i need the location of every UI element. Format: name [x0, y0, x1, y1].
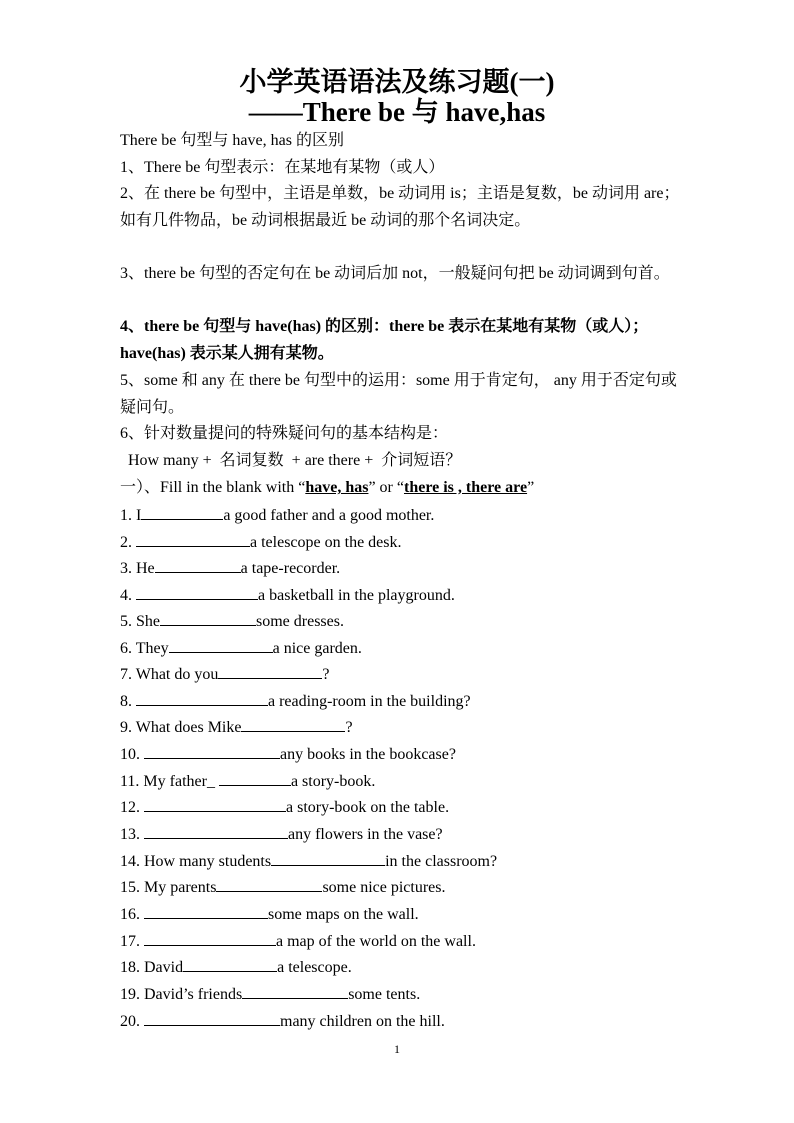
exercise-item — [120, 848, 497, 876]
exercise-item — [120, 608, 344, 636]
intro-line-0: There be 句型与 have, has 的区别 — [120, 132, 344, 149]
page-subtitle: ——There be 与 have,has — [248, 97, 546, 127]
intro-rule-1: 1、There be 句型表示：在某地有某物（或人） — [120, 159, 445, 176]
exercise-prefix: 19. David’s friends — [120, 986, 243, 1003]
section-heading-term-have-has: have, has — [305, 479, 369, 496]
exercise-item — [120, 874, 446, 902]
answer-blank[interactable] — [271, 848, 385, 866]
section-heading-term-there-is: there is , there are — [403, 479, 528, 496]
exercise-suffix: some dresses. — [256, 613, 344, 630]
exercise-prefix: 1. I — [120, 507, 142, 524]
exercise-suffix: some nice pictures. — [322, 879, 446, 896]
exercise-item — [120, 741, 456, 769]
exercise-prefix: 3. He — [120, 560, 155, 577]
exercise-item — [120, 582, 455, 610]
answer-blank[interactable] — [216, 874, 322, 892]
answer-blank[interactable] — [144, 794, 286, 812]
exercise-prefix: 18. David — [120, 959, 184, 976]
section-heading-suffix: ” — [527, 479, 535, 496]
exercise-suffix: in the classroom? — [385, 853, 498, 870]
exercise-item — [120, 821, 443, 849]
answer-blank[interactable] — [136, 688, 268, 706]
exercise-prefix: 17. — [120, 933, 144, 950]
exercise-suffix: a nice garden. — [272, 640, 362, 657]
exercise-item — [120, 688, 471, 716]
exercise-prefix: 7. What do you — [120, 666, 219, 683]
exercise-prefix: 11. My father_ — [120, 773, 219, 790]
exercise-item — [120, 794, 449, 822]
answer-blank[interactable] — [144, 821, 288, 839]
exercise-item — [120, 768, 375, 796]
exercise-suffix: a basketball in the playground. — [258, 587, 455, 604]
answer-blank[interactable] — [241, 714, 345, 732]
exercise-suffix: some maps on the wall. — [268, 906, 419, 923]
intro-formula: How many + 名词复数 + are there + 介词短语？ — [120, 452, 462, 469]
exercise-item — [120, 954, 352, 982]
answer-blank[interactable] — [155, 555, 241, 573]
exercise-suffix: ? — [322, 666, 330, 683]
exercise-prefix: 5. She — [120, 613, 160, 630]
exercise-item — [120, 635, 362, 663]
exercise-prefix: 8. — [120, 693, 136, 710]
exercise-suffix: any flowers in the vase? — [288, 826, 443, 843]
exercise-suffix: a map of the world on the wall. — [276, 933, 476, 950]
exercise-suffix: many children on the hill. — [280, 1013, 445, 1030]
answer-blank[interactable] — [144, 928, 276, 946]
intro-rule-4: 4、there be 句型与 have(has) 的区别：there be 表示在某地有某物（或人）；have(has) 表示某人拥有某物。 — [120, 318, 649, 362]
exercise-suffix: a telescope. — [277, 959, 352, 976]
section-heading — [120, 475, 680, 502]
exercise-item — [120, 661, 329, 689]
exercise-suffix: a story-book on the table. — [286, 799, 450, 816]
page-number: 1 — [394, 1042, 400, 1056]
answer-blank[interactable] — [160, 608, 256, 626]
exercise-suffix: a good father and a good mother. — [223, 507, 435, 524]
exercise-suffix: some tents. — [348, 986, 421, 1003]
answer-blank[interactable] — [242, 981, 348, 999]
exercise-prefix: 13. — [120, 826, 144, 843]
exercise-prefix: 20. — [120, 1013, 144, 1030]
section-heading-prefix: 一）、Fill in the blank with “ — [120, 479, 306, 496]
intro-rule-2: 2、在 there be 句型中，主语是单数，be 动词用 is；主语是复数，be 动词用 are；如有几件物品，be 动词根据最近 be 动词的那个名词决定。 — [120, 185, 680, 229]
exercise-prefix: 16. — [120, 906, 144, 923]
exercise-suffix: any books in the bookcase? — [280, 746, 456, 763]
answer-blank[interactable] — [169, 635, 273, 653]
intro-rule-6: 6、针对数量提问的特殊疑问句的基本结构是： — [120, 425, 449, 442]
answer-blank[interactable] — [219, 768, 291, 786]
answer-blank[interactable] — [183, 954, 277, 972]
exercise-item — [120, 1008, 445, 1036]
exercise-suffix: a telescope on the desk. — [250, 534, 402, 551]
exercise-suffix: a reading-room in the building? — [268, 693, 471, 710]
exercise-suffix: a tape-recorder. — [240, 560, 341, 577]
exercise-suffix: a story-book. — [290, 773, 376, 790]
answer-blank[interactable] — [144, 741, 280, 759]
exercise-prefix: 9. What does Mike — [120, 719, 242, 736]
answer-blank[interactable] — [141, 502, 223, 520]
exercise-item — [120, 502, 434, 530]
intro-rule-3: 3、there be 句型的否定句在 be 动词后加 not，一般疑问句把 be 动词调到句首。 — [120, 265, 670, 282]
exercise-item — [120, 901, 419, 929]
exercise-item — [120, 981, 420, 1009]
exercise-item — [120, 714, 353, 742]
answer-blank[interactable] — [136, 582, 258, 600]
exercise-item — [120, 529, 402, 557]
exercise-prefix: 4. — [120, 587, 136, 604]
answer-blank[interactable] — [136, 529, 250, 547]
exercise-suffix: ? — [345, 719, 353, 736]
exercise-prefix: 2. — [120, 534, 136, 551]
exercise-item — [120, 555, 340, 583]
answer-blank[interactable] — [144, 901, 268, 919]
section-heading-mid: ” or “ — [368, 479, 404, 496]
answer-blank[interactable] — [218, 661, 322, 679]
intro-rule-5: 5、some 和 any 在 there be 句型中的运用：some 用于肯定句， any 用于否定句或疑问句。 — [120, 372, 677, 416]
page-title: 小学英语语法及练习题(一) — [239, 67, 555, 97]
exercise-prefix: 14. How many students — [120, 853, 272, 870]
exercise-prefix: 15. My parents — [120, 879, 217, 896]
exercise-prefix: 6. They — [120, 640, 169, 657]
exercise-prefix: 10. — [120, 746, 144, 763]
exercise-item — [120, 928, 476, 956]
answer-blank[interactable] — [144, 1008, 280, 1026]
exercise-prefix: 12. — [120, 799, 144, 816]
